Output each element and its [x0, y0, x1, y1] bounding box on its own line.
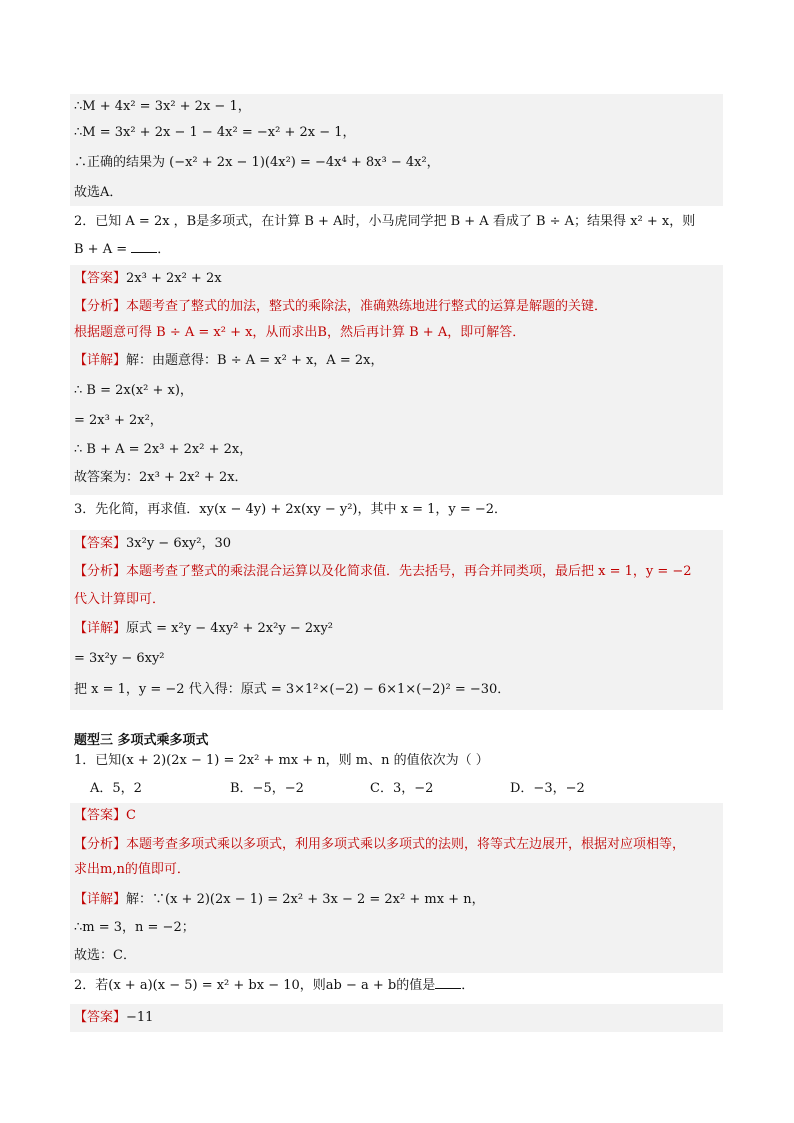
analysis-text: 本题考查了整式的乘法混合运算以及化简求值．先去括号，再合并同类项，最后把 x = 1，y = −2: [126, 564, 692, 579]
answer-blank: [435, 976, 461, 989]
detail-line: ∴ B = 2x(x² + x)，: [74, 383, 193, 398]
answer-line: [70, 534, 723, 554]
analysis-line: [70, 835, 723, 855]
analysis-line: 根据题意可得 B ÷ A = x² + x，从而求出B，然后再计算 B + A，即可解答．: [74, 325, 526, 340]
detail-tag: 【详解】: [74, 621, 127, 636]
analysis-tag: 【分析】: [74, 837, 127, 852]
question-2: 2．已知 A = 2x ，B是多项式，在计算 B + A时，小马虎同学把 B + A 看成了 B ÷ A；结果得 x² + x，则: [74, 214, 696, 229]
answer-text: 2x³ + 2x² + 2x: [126, 271, 222, 286]
detail-line: [70, 351, 723, 371]
detail-text: 原式 = x²y − 4xy² + 2x²y − 2xy²: [126, 621, 334, 636]
answer-tag: 【答案】: [74, 1010, 127, 1025]
answer-tag: 【答案】: [74, 536, 127, 551]
question-2b: [70, 976, 723, 996]
analysis-line: [70, 562, 723, 582]
detail-line: [70, 619, 723, 639]
detail-line: ∴ B + A = 2x³ + 2x² + 2x，: [74, 442, 253, 457]
question-text: ．: [157, 242, 171, 257]
detail-text: 解：由题意得：B ÷ A = x² + x，A = 2x，: [126, 353, 384, 368]
answer-blank: [131, 240, 157, 253]
analysis-tag: 【分析】: [74, 299, 127, 314]
answer-line: [70, 269, 723, 289]
detail-tag: 【详解】: [74, 353, 127, 368]
detail-line: 故答案为：2x³ + 2x² + 2x．: [74, 470, 248, 485]
analysis-text: 本题考查了整式的加法，整式的乘除法，准确熟练地进行整式的运算是解题的关键．: [126, 299, 608, 314]
question-text: ．: [461, 978, 475, 993]
analysis-line: 求出m,n的值即可．: [74, 862, 190, 877]
detail-line: = 3x²y − 6xy²: [74, 651, 165, 666]
question-2-blank-line: [70, 240, 723, 260]
analysis-line: [70, 297, 723, 317]
question-1: 1．已知(x + 2)(2x − 1) = 2x² + mx + n，则 m、n 的值依次为（ ）: [74, 753, 489, 768]
answer-line: [70, 806, 723, 826]
analysis-tag: 【分析】: [74, 564, 127, 579]
question-3: 3．先化简，再求值．xy(x − 4y) + 2x(xy − y²)，其中 x = 1，y = −2．: [74, 502, 508, 517]
option-c: C．3，−2: [370, 781, 434, 796]
analysis-line: 代入计算即可．: [74, 592, 166, 607]
answer-text: −11: [126, 1010, 154, 1025]
detail-line: 故选：C．: [74, 948, 136, 963]
detail-text: 解：∵(x + 2)(2x − 1) = 2x² + 3x − 2 = 2x² + mx + n，: [126, 892, 485, 907]
question-text: B + A =: [74, 242, 132, 257]
option-a: A．5，2: [90, 781, 142, 796]
options-row: [70, 779, 723, 799]
option-b: B．−5，−2: [230, 781, 304, 796]
solution-line: ∴M + 4x² = 3x² + 2x − 1，: [74, 99, 251, 114]
answer-line: [70, 1008, 723, 1028]
answer-tag: 【答案】: [74, 271, 127, 286]
question-text: 2．若(x + a)(x − 5) = x² + bx − 10，则ab − a + b的值是: [74, 978, 436, 993]
detail-line: [70, 890, 723, 910]
solution-line: ∴正确的结果为 (−x² + 2x − 1)(4x²) = −4x⁴ + 8x³ − 4x²，: [74, 155, 440, 170]
section-heading: 题型三 多项式乘多项式: [74, 733, 209, 748]
detail-line: = 2x³ + 2x²，: [74, 413, 163, 428]
answer-tag: 【答案】: [74, 808, 127, 823]
detail-line: 把 x = 1，y = −2 代入得：原式 = 3×1²×(−2) − 6×1×(−2)² = −30．: [74, 682, 511, 697]
solution-line: ∴M = 3x² + 2x − 1 − 4x² = −x² + 2x − 1，: [74, 125, 356, 140]
answer-text: C: [126, 808, 136, 823]
detail-tag: 【详解】: [74, 892, 127, 907]
detail-line: ∴m = 3，n = −2；: [74, 920, 195, 935]
analysis-text: 本题考查多项式乘以多项式，利用多项式乘以多项式的法则，将等式左边展开，根据对应项相等，: [126, 837, 686, 852]
answer-text: 3x²y − 6xy²，30: [126, 536, 232, 551]
solution-line: 故选A．: [74, 185, 123, 200]
option-d: D．−3，−2: [510, 781, 585, 796]
